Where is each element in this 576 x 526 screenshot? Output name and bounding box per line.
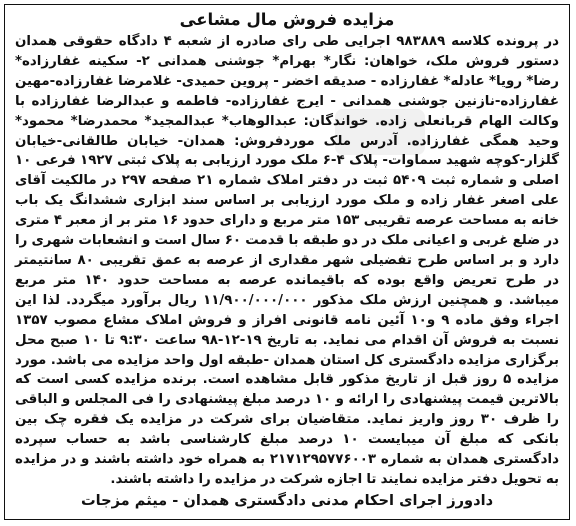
notice-title: مزایده فروش مال مشاعی bbox=[179, 10, 395, 29]
notice-signature: دادورز اجرای احکام مدنی دادگستری همدان - میثم مزجات bbox=[80, 491, 494, 509]
notice-frame bbox=[4, 4, 570, 520]
notice-content bbox=[15, 9, 559, 515]
notice-body: در پرونده کلاسه ۹۸۳۸۸۹ اجرایی طی رای صادره از شعبه ۴ دادگاه حقوقی همدان دستور فروش ملک، خواهان: نگار* بهرام* جوشنی همدانی ۲- سکینه غفارزاده* رضا* رویا* عادله* غفارزاده - صدیقه اخضر - پروین حمیدی- غلامرضا غفارزاده-مهین غفارزاده-نازنین جوشنی همدانی - ایرج غفارزاده- فاطمه و عبدالرضا غفارزاده با وکالت الهام قربانعلی زاده. خواندگان: عبدالوهاب* عبدالمجید* محمدرضا* محمود* وحید همگی غفارزاده. آدرس ملک موردفروش: همدان- خیابان طالقانی-خیابان گلزار-کوچه شهید سماوات- پلاک ۴-۶ ملک مورد ارزیابی به پلاک ثبتی ۱۹۲۷ فرعی ۱۰ اصلی و شماره ثبت ۵۴۰۹ ثبت در دفتر املاک شماره ۲۱ صفحه ۲۹۷ در مالکیت آقای علی اصغر غفار زاده و ملک مورد ارزیابی بر اساس سند ابزاری ششدانگ یک باب خانه به مساحت عرصه تقریبی ۱۵۳ متر مربع و دارای حدود ۱۶ متر بر از معبر ۴ متری در ضلع غربی و اعیانی ملک در دو طبقه با قدمت ۶۰ سال است و انشعابات شهری را دارد و بر اساس طرح تفضیلی شهر مقداری از عرصه به عمق تقریبی ۸۰ سانتیمتر در طرح تعریض واقع بوده که باقیمانده عرصه به مساحت حدود ۱۴۰ متر مربع میباشد. و همچنین ارزش ملک مذکور ۱۱/۹۰۰/۰۰۰/۰۰۰ ریال برآورد میگردد. لذا این اجراء وفق ماده ۹ و۱۰ آئین نامه قانونی افراز و فروش املاک مشاع مصوب ۱۳۵۷ نسبت به فروش آن اقدام می نماید. به تاریخ ۱۹-۱۲-۹۸ ساعت ۹:۳۰ تا ۱۰ صبح محل برگزاری مزایده دادگستری کل استان همدان -طبقه اول واحد مزایده می باشد. مورد مزایده ۵ روز قبل از تاریخ مذکور قابل مشاهده است. برنده مزایده کسی است که بالاترین قیمت پیشنهادی را ارائه و ۱۰ درصد مبلغ پیشنهادی را فی المجلس و الباقی را ظرف ۳۰ روز واریز نماید. متقاضیان برای شرکت در مزایده یک فقره چک بین بانکی که مبلغ آن میبایست ۱۰ درصد مبلغ کارشناسی باشد به حساب سپرده دادگستری همدان به شماره ۲۱۷۱۲۹۵۷۷۶۰۰۳ به همراه خود داشته باشند و در مزایده به تحویل دفتر مزایده نمایند تا اجازه شرکت در مزایده را داشته باشند. bbox=[15, 34, 560, 487]
